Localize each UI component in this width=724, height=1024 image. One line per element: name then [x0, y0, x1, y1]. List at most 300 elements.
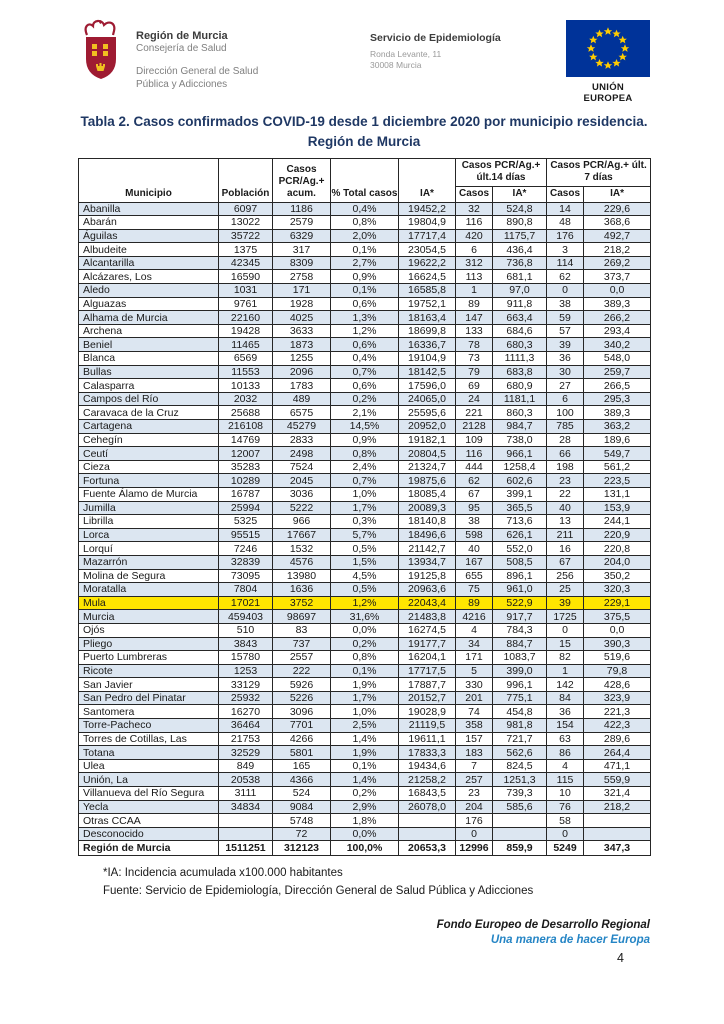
value-cell: 97,0 — [493, 284, 547, 298]
value-cell: 84 — [547, 691, 584, 705]
value-cell: 681,1 — [493, 270, 547, 284]
covid-cases-table — [78, 158, 651, 856]
table-row — [79, 705, 651, 719]
value-cell: 20952,0 — [399, 420, 456, 434]
value-cell: 784,3 — [493, 623, 547, 637]
value-cell: 2579 — [273, 216, 331, 230]
value-cell: 365,5 — [493, 501, 547, 515]
value-cell: 4,5% — [331, 569, 399, 583]
value-cell: 256 — [547, 569, 584, 583]
value-cell: 35722 — [219, 229, 273, 243]
value-cell: 25 — [547, 583, 584, 597]
municipio-cell: Fuente Álamo de Murcia — [79, 487, 219, 501]
table-title-line2: Región de Murcia — [307, 133, 421, 149]
value-cell: 1 — [547, 664, 584, 678]
municipio-cell: Santomera — [79, 705, 219, 719]
table-row — [79, 433, 651, 447]
value-cell: 269,2 — [584, 256, 651, 270]
value-cell: 363,2 — [584, 420, 651, 434]
value-cell: 330 — [456, 678, 493, 692]
value-cell: 680,9 — [493, 379, 547, 393]
col-group-14dias: Casos PCR/Ag.+ últ.14 días — [456, 159, 547, 187]
municipio-cell: Bullas — [79, 365, 219, 379]
municipio-cell: Cieza — [79, 460, 219, 474]
table-row — [79, 216, 651, 230]
value-cell: 0,8% — [331, 651, 399, 665]
value-cell: 16590 — [219, 270, 273, 284]
page-footer — [78, 918, 650, 966]
footnote-ia: *IA: Incidencia acumulada x100.000 habitantes — [103, 867, 343, 880]
value-cell: 17717,5 — [399, 664, 456, 678]
value-cell: 0,1% — [331, 664, 399, 678]
value-cell: 36464 — [219, 719, 273, 733]
eu-block — [566, 20, 650, 104]
value-cell: 2,4% — [331, 460, 399, 474]
table-row — [79, 787, 651, 801]
value-cell: 26078,0 — [399, 800, 456, 814]
municipio-cell: Calasparra — [79, 379, 219, 393]
value-cell: 0,6% — [331, 297, 399, 311]
value-cell: 1,7% — [331, 501, 399, 515]
table-row — [79, 501, 651, 515]
table-row — [79, 515, 651, 529]
value-cell: 221 — [456, 406, 493, 420]
value-cell: 321,4 — [584, 787, 651, 801]
value-cell: 0,2% — [331, 392, 399, 406]
value-cell: 2498 — [273, 447, 331, 461]
municipio-cell: Mula — [79, 596, 219, 610]
value-cell: 13934,7 — [399, 555, 456, 569]
municipio-cell: Villanueva del Río Segura — [79, 787, 219, 801]
service-address-line1: Ronda Levante, 11 — [370, 49, 442, 59]
col-header-casos-acum: Casos PCR/Ag.+ acum. — [273, 159, 331, 202]
value-cell: 39 — [547, 338, 584, 352]
value-cell: 266,2 — [584, 311, 651, 325]
table-row — [79, 528, 651, 542]
value-cell: 57 — [547, 324, 584, 338]
value-cell: 15780 — [219, 651, 273, 665]
value-cell: 0,3% — [331, 515, 399, 529]
org-direction-line2: Pública y Adicciones — [136, 78, 228, 90]
value-cell: 223,5 — [584, 474, 651, 488]
org-direction — [136, 66, 258, 91]
value-cell: 1255 — [273, 352, 331, 366]
value-cell: 713,6 — [493, 515, 547, 529]
value-cell: 561,2 — [584, 460, 651, 474]
value-cell: 18496,6 — [399, 528, 456, 542]
value-cell: 13022 — [219, 216, 273, 230]
page-number: 4 — [617, 950, 624, 965]
value-cell: 7 — [456, 759, 493, 773]
value-cell: 389,3 — [584, 406, 651, 420]
value-cell: 0,5% — [331, 542, 399, 556]
value-cell: 2,7% — [331, 256, 399, 270]
value-cell: 444 — [456, 460, 493, 474]
value-cell: 89 — [456, 596, 493, 610]
value-cell: 1,9% — [331, 678, 399, 692]
value-cell: 489 — [273, 392, 331, 406]
value-cell: 3 — [547, 243, 584, 257]
value-cell: 18699,8 — [399, 324, 456, 338]
value-cell: 22 — [547, 487, 584, 501]
table-row — [79, 324, 651, 338]
value-cell: 917,7 — [493, 610, 547, 624]
value-cell: 428,6 — [584, 678, 651, 692]
value-cell: 154 — [547, 719, 584, 733]
org-name: Región de Murcia — [136, 30, 228, 42]
value-cell: 39 — [547, 596, 584, 610]
value-cell: 3843 — [219, 637, 273, 651]
value-cell: 860,3 — [493, 406, 547, 420]
table-row — [79, 841, 651, 856]
value-cell: 221,3 — [584, 705, 651, 719]
municipio-cell: Desconocido — [79, 827, 219, 841]
value-cell: 176 — [547, 229, 584, 243]
value-cell: 19622,2 — [399, 256, 456, 270]
value-cell: 10289 — [219, 474, 273, 488]
value-cell: 471,1 — [584, 759, 651, 773]
value-cell: 18140,8 — [399, 515, 456, 529]
table-row — [79, 487, 651, 501]
municipio-cell: Cartagena — [79, 420, 219, 434]
table-row — [79, 229, 651, 243]
value-cell: 5801 — [273, 746, 331, 760]
value-cell: 229,1 — [584, 596, 651, 610]
municipio-cell: Blanca — [79, 352, 219, 366]
value-cell: 218,2 — [584, 800, 651, 814]
value-cell: 218,2 — [584, 243, 651, 257]
value-cell: 32529 — [219, 746, 273, 760]
value-cell — [219, 814, 273, 828]
value-cell: 0,2% — [331, 787, 399, 801]
value-cell: 100 — [547, 406, 584, 420]
municipio-cell: Librilla — [79, 515, 219, 529]
value-cell: 40 — [547, 501, 584, 515]
value-cell: 25688 — [219, 406, 273, 420]
value-cell: 1532 — [273, 542, 331, 556]
value-cell: 98697 — [273, 610, 331, 624]
value-cell: 859,9 — [493, 841, 547, 856]
table-row — [79, 773, 651, 787]
table-row — [79, 352, 651, 366]
value-cell: 0,9% — [331, 270, 399, 284]
table-title-line1: Tabla 2. Casos confirmados COVID-19 desde 1 diciembre 2020 por municipio residencia. — [80, 114, 648, 129]
municipio-cell: San Javier — [79, 678, 219, 692]
table-row — [79, 610, 651, 624]
value-cell: 340,2 — [584, 338, 651, 352]
value-cell: 884,7 — [493, 637, 547, 651]
value-cell: 2045 — [273, 474, 331, 488]
municipio-cell: Torre-Pacheco — [79, 719, 219, 733]
value-cell: 6569 — [219, 352, 273, 366]
eu-flag-icon — [566, 20, 650, 77]
table-title — [78, 112, 650, 151]
value-cell: 69 — [456, 379, 493, 393]
table-row — [79, 379, 651, 393]
value-cell: 16 — [547, 542, 584, 556]
value-cell: 1251,3 — [493, 773, 547, 787]
municipio-cell: Ricote — [79, 664, 219, 678]
value-cell: 522,9 — [493, 596, 547, 610]
value-cell: 82 — [547, 651, 584, 665]
municipio-cell: Alcantarilla — [79, 256, 219, 270]
municipio-cell: Totana — [79, 746, 219, 760]
value-cell: 21753 — [219, 732, 273, 746]
value-cell: 100,0% — [331, 841, 399, 856]
value-cell: 16270 — [219, 705, 273, 719]
value-cell: 59 — [547, 311, 584, 325]
value-cell: 2128 — [456, 420, 493, 434]
table-row — [79, 569, 651, 583]
value-cell: 0,2% — [331, 637, 399, 651]
municipio-cell: Fortuna — [79, 474, 219, 488]
value-cell: 5222 — [273, 501, 331, 515]
value-cell: 1031 — [219, 284, 273, 298]
value-cell: 167 — [456, 555, 493, 569]
municipio-cell: Cehegín — [79, 433, 219, 447]
value-cell — [399, 827, 456, 841]
value-cell: 266,5 — [584, 379, 651, 393]
value-cell: 14,5% — [331, 420, 399, 434]
value-cell: 0,7% — [331, 365, 399, 379]
value-cell: 358 — [456, 719, 493, 733]
value-cell — [584, 814, 651, 828]
total-label-cell: Región de Murcia — [79, 841, 219, 856]
table-row — [79, 583, 651, 597]
footer-feder: Fondo Europeo de Desarrollo Regional — [436, 918, 650, 931]
value-cell: 20089,3 — [399, 501, 456, 515]
table-row — [79, 759, 651, 773]
org-text-block — [136, 18, 258, 91]
value-cell: 19028,9 — [399, 705, 456, 719]
value-cell: 7804 — [219, 583, 273, 597]
value-cell: 508,5 — [493, 555, 547, 569]
table-row — [79, 596, 651, 610]
footnote-fuente: Fuente: Servicio de Epidemiología, Dirección General de Salud Pública y Adicciones — [103, 884, 534, 897]
municipio-cell: Alhama de Murcia — [79, 311, 219, 325]
value-cell: 31,6% — [331, 610, 399, 624]
value-cell: 42345 — [219, 256, 273, 270]
value-cell: 171 — [273, 284, 331, 298]
value-cell: 0,6% — [331, 379, 399, 393]
value-cell: 984,7 — [493, 420, 547, 434]
value-cell: 6575 — [273, 406, 331, 420]
value-cell: 25932 — [219, 691, 273, 705]
value-cell: 1783 — [273, 379, 331, 393]
table-row — [79, 297, 651, 311]
value-cell: 459403 — [219, 610, 273, 624]
municipio-cell: Otras CCAA — [79, 814, 219, 828]
value-cell: 775,1 — [493, 691, 547, 705]
value-cell: 492,7 — [584, 229, 651, 243]
table-row — [79, 814, 651, 828]
value-cell: 9761 — [219, 297, 273, 311]
value-cell: 11553 — [219, 365, 273, 379]
value-cell: 0,8% — [331, 447, 399, 461]
value-cell: 684,6 — [493, 324, 547, 338]
table-row — [79, 460, 651, 474]
value-cell — [493, 814, 547, 828]
value-cell: 0,4% — [331, 352, 399, 366]
value-cell: 21142,7 — [399, 542, 456, 556]
value-cell — [219, 827, 273, 841]
value-cell: 0,8% — [331, 216, 399, 230]
table-row — [79, 691, 651, 705]
value-cell: 76 — [547, 800, 584, 814]
value-cell: 16204,1 — [399, 651, 456, 665]
value-cell — [584, 827, 651, 841]
table-row — [79, 256, 651, 270]
eu-label: UNIÓN EUROPEA — [583, 82, 633, 104]
value-cell: 204 — [456, 800, 493, 814]
value-cell: 19182,1 — [399, 433, 456, 447]
value-cell: 0,4% — [331, 202, 399, 216]
footer-slogan: Una manera de hacer Europa — [490, 933, 650, 946]
value-cell: 1,0% — [331, 487, 399, 501]
value-cell: 17021 — [219, 596, 273, 610]
value-cell: 721,7 — [493, 732, 547, 746]
service-address-line2: 30008 Murcia — [370, 60, 422, 71]
value-cell: 510 — [219, 623, 273, 637]
value-cell: 390,3 — [584, 637, 651, 651]
value-cell: 3036 — [273, 487, 331, 501]
value-cell: 1,0% — [331, 705, 399, 719]
table-row — [79, 678, 651, 692]
value-cell: 2,0% — [331, 229, 399, 243]
value-cell: 17667 — [273, 528, 331, 542]
value-cell: 2,1% — [331, 406, 399, 420]
value-cell: 454,8 — [493, 705, 547, 719]
value-cell: 19452,2 — [399, 202, 456, 216]
value-cell: 16585,8 — [399, 284, 456, 298]
table-row — [79, 474, 651, 488]
value-cell: 25994 — [219, 501, 273, 515]
value-cell: 14769 — [219, 433, 273, 447]
value-cell: 0,0 — [584, 623, 651, 637]
value-cell: 36 — [547, 352, 584, 366]
value-cell: 436,4 — [493, 243, 547, 257]
value-cell: 114 — [547, 256, 584, 270]
value-cell: 244,1 — [584, 515, 651, 529]
value-cell: 1,2% — [331, 324, 399, 338]
value-cell: 21324,7 — [399, 460, 456, 474]
value-cell: 27 — [547, 379, 584, 393]
value-cell: 1928 — [273, 297, 331, 311]
value-cell: 399,1 — [493, 487, 547, 501]
value-cell: 548,0 — [584, 352, 651, 366]
value-cell: 264,4 — [584, 746, 651, 760]
table-row — [79, 664, 651, 678]
value-cell: 73095 — [219, 569, 273, 583]
value-cell: 524 — [273, 787, 331, 801]
value-cell: 602,6 — [493, 474, 547, 488]
value-cell: 259,7 — [584, 365, 651, 379]
value-cell: 0,0 — [584, 284, 651, 298]
value-cell: 17717,4 — [399, 229, 456, 243]
value-cell: 14 — [547, 202, 584, 216]
table-row — [79, 800, 651, 814]
municipio-cell: Molina de Segura — [79, 569, 219, 583]
value-cell: 116 — [456, 447, 493, 461]
municipio-cell: Ceutí — [79, 447, 219, 461]
value-cell: 22160 — [219, 311, 273, 325]
table-row — [79, 827, 651, 841]
value-cell: 19104,9 — [399, 352, 456, 366]
value-cell: 16336,7 — [399, 338, 456, 352]
value-cell: 18142,5 — [399, 365, 456, 379]
value-cell: 5926 — [273, 678, 331, 692]
value-cell: 1175,7 — [493, 229, 547, 243]
value-cell: 24 — [456, 392, 493, 406]
value-cell: 153,9 — [584, 501, 651, 515]
value-cell: 5325 — [219, 515, 273, 529]
table-row — [79, 447, 651, 461]
value-cell: 680,3 — [493, 338, 547, 352]
value-cell: 19428 — [219, 324, 273, 338]
municipio-cell: Águilas — [79, 229, 219, 243]
value-cell: 30 — [547, 365, 584, 379]
value-cell: 73 — [456, 352, 493, 366]
value-cell: 67 — [456, 487, 493, 501]
murcia-crest-logo — [78, 18, 124, 84]
municipio-cell: Albudeite — [79, 243, 219, 257]
value-cell: 1,4% — [331, 773, 399, 787]
value-cell: 198 — [547, 460, 584, 474]
value-cell: 1636 — [273, 583, 331, 597]
value-cell: 15 — [547, 637, 584, 651]
value-cell: 552,0 — [493, 542, 547, 556]
value-cell: 32 — [456, 202, 493, 216]
value-cell: 36 — [547, 705, 584, 719]
footnotes — [103, 865, 650, 900]
municipio-cell: Abarán — [79, 216, 219, 230]
value-cell: 1,5% — [331, 555, 399, 569]
table-row — [79, 623, 651, 637]
municipio-cell: Aledo — [79, 284, 219, 298]
municipio-cell: Abanilla — [79, 202, 219, 216]
value-cell: 257 — [456, 773, 493, 787]
value-cell: 38 — [456, 515, 493, 529]
value-cell — [493, 827, 547, 841]
value-cell: 147 — [456, 311, 493, 325]
value-cell: 785 — [547, 420, 584, 434]
value-cell: 6 — [547, 392, 584, 406]
value-cell: 1258,4 — [493, 460, 547, 474]
table-row — [79, 243, 651, 257]
value-cell: 1,3% — [331, 311, 399, 325]
content — [78, 112, 650, 966]
value-cell: 19177,7 — [399, 637, 456, 651]
value-cell: 737 — [273, 637, 331, 651]
table-row — [79, 338, 651, 352]
value-cell: 1,4% — [331, 732, 399, 746]
value-cell: 16787 — [219, 487, 273, 501]
value-cell: 19752,1 — [399, 297, 456, 311]
value-cell: 4216 — [456, 610, 493, 624]
value-cell: 19804,9 — [399, 216, 456, 230]
value-cell: 655 — [456, 569, 493, 583]
value-cell: 389,3 — [584, 297, 651, 311]
value-cell: 86 — [547, 746, 584, 760]
value-cell: 5 — [456, 664, 493, 678]
col-header-municipio: Municipio — [79, 159, 219, 202]
value-cell: 1375 — [219, 243, 273, 257]
value-cell: 1511251 — [219, 841, 273, 856]
value-cell: 23 — [547, 474, 584, 488]
col-header-ia: IA* — [399, 159, 456, 202]
value-cell: 2096 — [273, 365, 331, 379]
table-row — [79, 270, 651, 284]
